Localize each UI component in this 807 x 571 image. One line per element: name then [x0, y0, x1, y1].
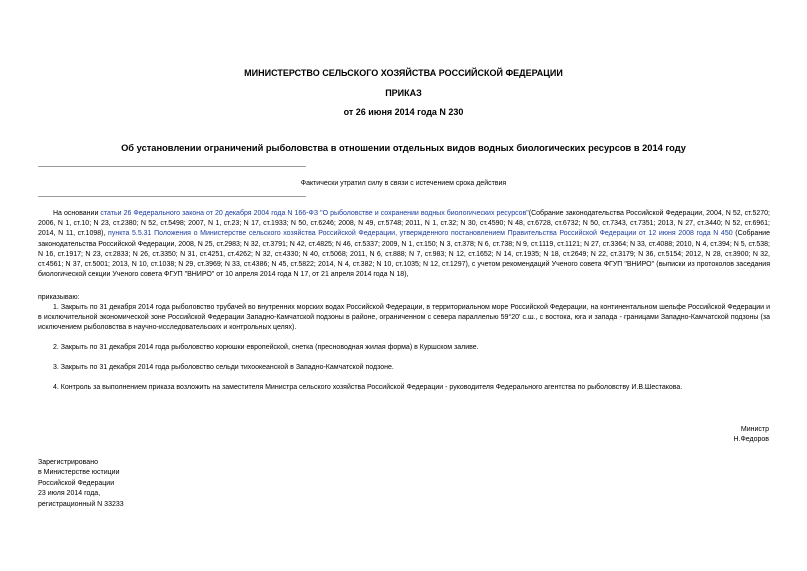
order-item-4: 4. Контроль за выполнением приказа возложить на заместителя Министра сельского хозяйства Российской Федерации - руководителя Федерального агентства по рыболовству И.В.Шестакова. — [53, 384, 683, 391]
basis-lead: На основании — [53, 210, 101, 217]
registration-line: 23 июля 2014 года, — [38, 490, 101, 498]
signature-name: Н.Федоров — [733, 436, 769, 444]
order-item-1: 1. Закрыть по 31 декабря 2014 года рыболовство трубачей во внутренних морских водах Российской Федерации, в территориальном море Российской Федерации, на континентальном шельфе Российской Федерации и в исключительной экономической зоне Российской Федерации Западно-Камчатской подзоны в районе, ограниченном с севера параллелью 59°20' с.ш., с востока, юга и запада - границами Западно-Камчатской подзоны (за исключением рыболовства в научно-исследовательских и контрольных целях). — [38, 304, 770, 332]
registration-line: Зарегистрировано — [38, 459, 98, 466]
registration-block — [38, 458, 124, 510]
divider-bottom — [38, 196, 306, 197]
document-title: Об установлении ограничений рыболовства в отношении отдельных видов водных биологических ресурсов в 2014 году — [121, 143, 686, 153]
order-item-2: 2. Закрыть по 31 декабря 2014 года рыболовство корюшки европейской, снетка (пресноводная жилая форма) в Куршском заливе. — [53, 344, 479, 351]
registration-line: в Министерстве юстиции — [38, 469, 120, 477]
basis-text-2: (Собрание законодательства Российской Федерации, 2008, N 25, ст.2983; N 32, ст.3791; N 42, ст.4825; N 46, ст.5337; 2009, N 1, ст.150; N 3, ст.378; N 6, ст.738; N 9, ст.1119, ст.1121; N 27, ст.3364; N 33, ст.4088; 2010, N 4, ст.394; N 5, ст.538; N 16, ст.1917; N 23, ст.2833; N 26, ст.3350; N 31, ст.4251, ст.4262; N 32, ст.4330; N 40, ст.5068; 2011, N 6, ст.888; N 7, ст.983; N 12, ст.1652; N 14, ст.1935; N 18, ст.2649; N 22, ст.3179; N 36, ст.5154; 2012, N 28, ст.3900; N 32, ст.4561; N 37, ст.5001; 2013, N 10, ст.1038; N 29, ст.3969; N 33, ст.4386; N 45, ст.5822; 2014, N 4, ст.382; N 10, ст.1035; N 12, ст.1297), с учетом рекомендаций Ученого совета ФГУП "ВНИРО" (выписки из протоколов заседания биологической секции Ученого совета ФГУП "ВНИРО" от 10 апреля 2014 года N 17, от 21 апреля 2014 года N 18), — [38, 230, 770, 279]
document-type: ПРИКАЗ — [385, 88, 422, 98]
ministry-name: МИНИСТЕРСТВО СЕЛЬСКОГО ХОЗЯЙСТВА РОССИЙСКОЙ ФЕДЕРАЦИИ — [244, 68, 563, 78]
document-date-number: от 26 июня 2014 года N 230 — [343, 107, 464, 117]
registration-line: Российской Федерации — [38, 479, 115, 487]
basis-text-1: (Собрание законодательства Российской Федерации, 2004, N 52, ст.5270; 2006, N 1, ст.10; N 23, ст.2380; N 52, ст.5498; 2007, N 1, ст.23; N 17, ст.1933; N 50, ст.6246; 2008, N 49, ст.5748; 2011, N 1, ст.32; N 30, ст.4590; N 48, ст.6728, ст.6732; N 50, ст.7343, ст.7351; 2013, N 27, ст.3440; N 52, ст.6961; 2014, N 11, ст.1098), — [38, 210, 770, 238]
basis-paragraph — [38, 209, 770, 280]
law-article-link[interactable]: статьи 26 Федерального закона от 20 декабря 2004 года N 166-ФЗ "О рыболовстве и сохранении водных биологических ресурсов" — [100, 210, 529, 217]
signature-position: Министр — [740, 426, 769, 433]
divider-top — [38, 166, 306, 167]
status-note: Фактически утратил силу в связи с истечением срока действия — [300, 180, 507, 187]
order-word: приказываю: — [38, 294, 80, 301]
regulation-point-link[interactable]: пункта 5.5.31 Положения о Министерстве сельского хозяйства Российской Федерации, утвержденного постановлением Правительства Российской Федерации от 12 июня 2008 года N 450 — [108, 230, 733, 238]
registration-line: регистрационный N 33233 — [38, 500, 124, 508]
signature-block — [733, 425, 769, 445]
order-item-3: 3. Закрыть по 31 декабря 2014 года рыболовство сельди тихоокеанской в Западно-Камчатской подзоне. — [53, 364, 394, 371]
